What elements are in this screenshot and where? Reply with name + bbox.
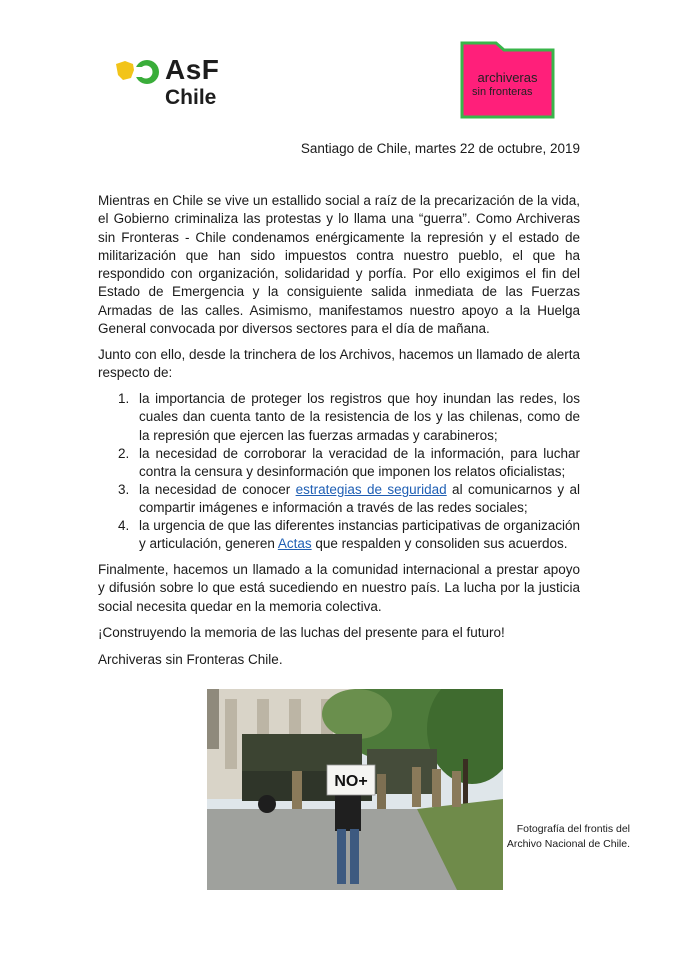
- list-text: [139, 517, 580, 554]
- list-number: 4.: [118, 518, 130, 533]
- security-strategies-link[interactable]: estrategias de seguridad: [295, 482, 447, 497]
- list-number: 3.: [118, 482, 130, 497]
- list-text: la necesidad de corroborar la veracidad de la información, para luchar contra la censura y desinformación que imponen los relatos oficialistas;: [139, 446, 580, 480]
- paragraph-call: Junto con ello, desde la trinchera de los Archivos, hacemos un llamado de alerta respecto de:: [98, 347, 580, 381]
- list-number: 1.: [118, 391, 130, 406]
- actas-link[interactable]: Actas: [277, 536, 312, 552]
- paragraph-signature: Archiveras sin Fronteras Chile.: [98, 652, 283, 667]
- asf-logo-mark-icon: [113, 58, 161, 86]
- archiveras-logo: [460, 41, 555, 119]
- list-text: [139, 481, 580, 518]
- archiveras-logo-line2: sin fronteras: [472, 86, 533, 98]
- protest-sign-text: NO+: [334, 773, 368, 790]
- protest-photo: [207, 689, 503, 890]
- list-item: [118, 517, 580, 554]
- list-number: 2.: [118, 446, 130, 461]
- list-text-after: que respalden y consoliden sus acuerdos.: [311, 536, 568, 552]
- paragraph-closing: Finalmente, hacemos un llamado a la comunidad internacional a prestar apoyo y difusión sobre lo que está sucediendo en nuestro país. La lucha por la justicia social necesita quedar en la memoria colectiva.: [98, 562, 580, 614]
- protest-photo-illustration: [207, 689, 503, 890]
- paragraph-slogan: ¡Construyendo la memoria de las luchas del presente para el futuro!: [98, 625, 505, 640]
- list-text-before: la necesidad de conocer: [139, 482, 296, 497]
- list-item: [118, 390, 580, 445]
- paragraph-intro: Mientras en Chile se vive un estallido social a raíz de la precarización de la vida, el Gobierno criminaliza las protestas y lo llama una “guerra”. Como Archiveras sin Fronteras - Chile condenamos enérgicamente la represión y el estado de militarización que han sido impuestos contra nuestro pueblo, el que ha respondido con organización, solidaridad y porfía. Por ello exigimos el fin del Estado de Emergencia y la consiguiente salida inmediata de las Fuerzas Armadas de las calles. Asimismo, manifestamos nuestro apoyo a la Huelga General convocada por diversos sectores para el día de mañana.: [98, 193, 580, 337]
- list-text: la importancia de proteger los registros que hoy inundan las redes, los cuales dan cuenta tanto de la resistencia de los y las chilenas, como de la represión que ejercen las fuerzas armadas y carabineros;: [139, 391, 580, 443]
- asf-chile-logo: [113, 56, 233, 112]
- list-item: [118, 445, 580, 482]
- dateline: Santiago de Chile, martes 22 de octubre, 2019: [300, 141, 580, 156]
- list-item: [118, 481, 580, 518]
- list-text-before: la urgencia de que las diferentes instancias participativas de organización y articulación, generen: [139, 518, 580, 552]
- photo-caption: Fotografía del frontis del Archivo Nacional de Chile.: [506, 823, 630, 850]
- asf-logo-title: AsF: [165, 54, 220, 85]
- asf-logo-subtitle: Chile: [165, 86, 217, 109]
- archiveras-logo-line1: archiveras: [477, 70, 538, 85]
- list-text-after: al comunicarnos y al compartir imágenes e información a través de las redes sociales;: [139, 482, 580, 516]
